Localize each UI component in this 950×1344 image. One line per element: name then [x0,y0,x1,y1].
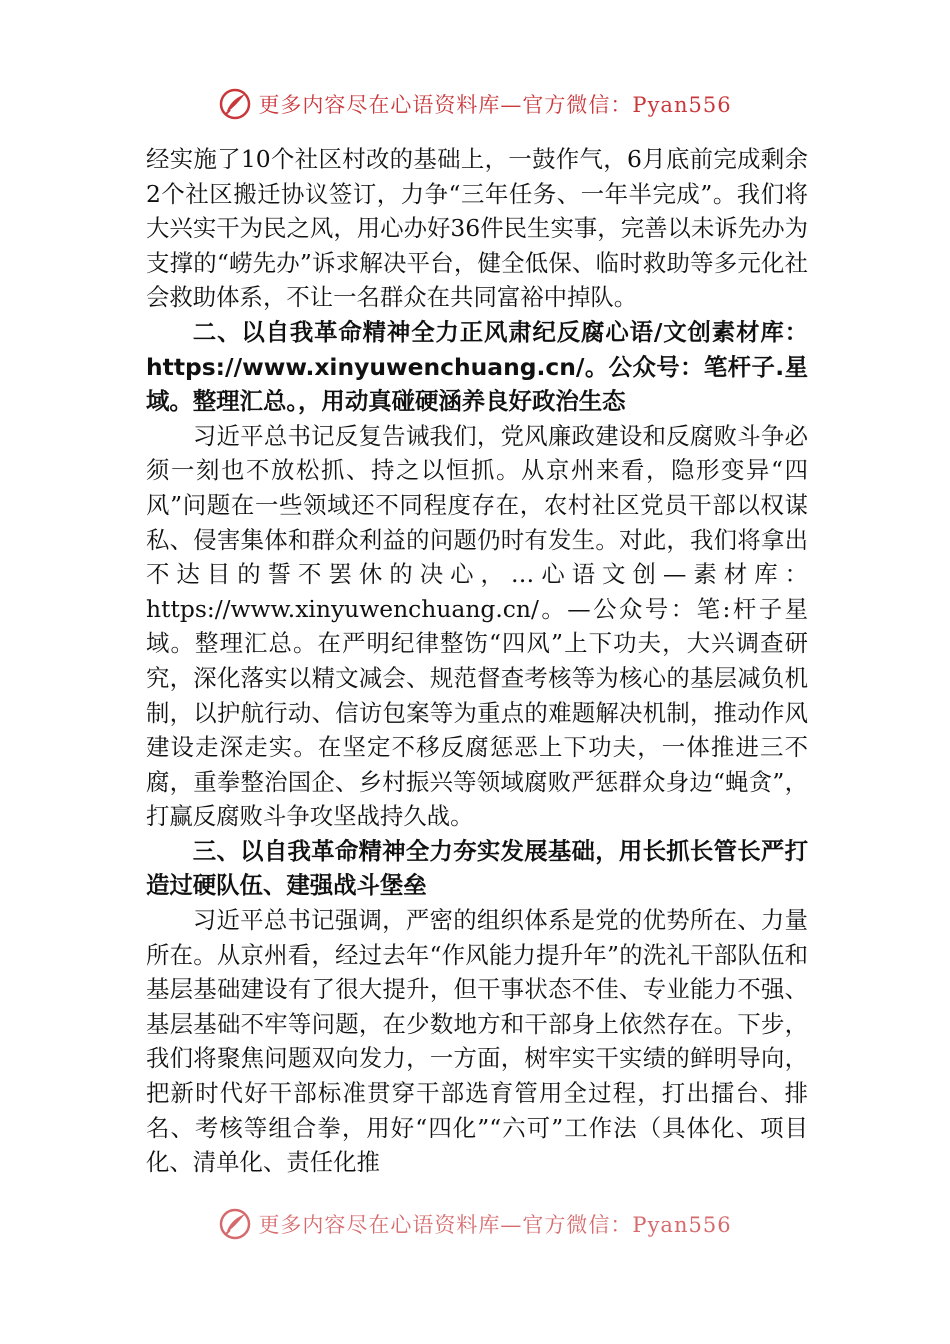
paragraph-1: 经实施了10个社区村改的基础上，一鼓作气，6月底前完成剩余2个社区搬迁协议签订，力争“三年任务、一年半完成”。我们将大兴实干为民之风，用心办好36件民生实事，完善以未诉先办为支撑的“崂先办”诉求解决平台，健全低保、临时救助等多元化社会救助体系，不让一名群众在共同富裕中掉队。 [146,145,808,312]
document-body [146,142,808,1180]
watermark-footer [0,1206,950,1242]
watermark-text: 更多内容尽在心语资料库—官方微信：Pyan556 [258,1213,732,1237]
paragraph-2: 习近平总书记反复告诫我们，党风廉政建设和反腐败斗争必须一刻也不放松抓、持之以恒抓。从京州来看，隐形变异“四风”问题在一些领域还不同程度存在，农村社区党员干部以权谋私、侵害集体和群众利益的问题仍时有发生。对此，我们将拿出不达目的誓不罢休的决心，…心语文创—素材库：https://www.xinyuwenchuang.cn/。—公众号：笔:杆子星域。整理汇总。在严明纪律整饬“四风”上下功夫，大兴调查研究，深化落实以精文减会、规范督查考核等为核心的基层减负机制，以护航行动、信访包案等为重点的难题解决机制，推动作风建设走深走实。在坚定不移反腐惩恶上下功夫，一体推进三不腐，重拳整治国企、乡村振兴等领域腐败严惩群众身边“蝇贪”，打赢反腐败斗争攻坚战持久战。 [146,421,808,831]
section-heading-2: 二、以自我革命精神全力正风肃纪反腐心语/文创素材库：https://www.xinyuwenchuang.cn/。公众号：笔杆子.星域。整理汇总。，用动真碰硬涵养良好政治生态 [146,317,808,416]
watermark-text: 更多内容尽在心语资料库—官方微信：Pyan556 [258,93,732,117]
section-heading-3: 三、以自我革命精神全力夯实发展基础，用长抓长管长严打造过硬队伍、建强战斗堡垒 [146,836,808,900]
ink-pen-logo-icon [218,87,252,121]
watermark-header [0,86,950,122]
ink-pen-logo-icon [218,1207,252,1241]
paragraph-3: 习近平总书记强调，严密的组织体系是党的优势所在、力量所在。从京州看，经过去年“作风能力提升年”的洗礼干部队伍和基层基础建设有了很大提升，但干事状态不佳、专业能力不强、基层基础不牢等问题，在少数地方和干部身上依然存在。下步，我们将聚焦问题双向发力，一方面，树牢实干实绩的鲜明导向，把新时代好干部标准贯穿干部选育管用全过程，打出擂台、排名、考核等组合拳，用好“四化”“六可”工作法（具体化、项目化、清单化、责任化推 [146,906,808,1177]
